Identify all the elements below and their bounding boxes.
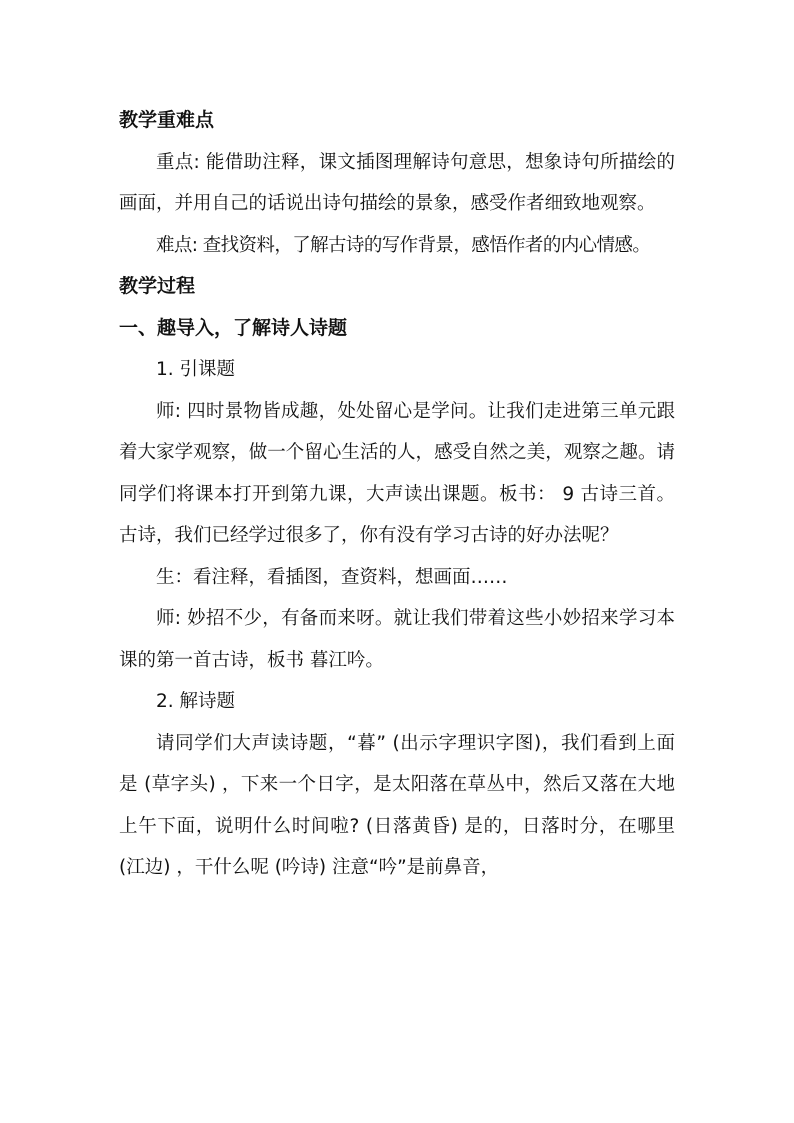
step1-title: 1. 引课题 (156, 359, 236, 380)
process-heading: 教学过程 (119, 275, 196, 297)
part1-heading: 一、趣导入，了解诗人诗题 (119, 316, 348, 339)
teacher-paragraph-2: 师: 妙招不少，有备而来呀。就让我们带着这些小妙招来学习本课的第一首古诗，板书 暮江吟。 (119, 608, 675, 671)
difficulty-paragraph: 难点: 查找资料，了解古诗的写作背景，感悟作者的内心情感。 (156, 234, 651, 256)
explain-paragraph: 请同学们大声读诗题，“暮” (出示字理识字图)，我们看到上面是 (草字头) ，下来一个日字，是太阳落在草丛中，然后又落在大地上午下面，说明什么时间啦? (日落黄昏) 是的，日落时分，在哪里 (江边) ，干什么呢 (吟诗) 注意“吟”是前鼻音， (119, 732, 675, 878)
key-points-heading: 教学重难点 (119, 109, 215, 131)
student-paragraph: 生：看注释，看插图，查资料，想画面…… (156, 566, 508, 588)
teacher-paragraph-1: 师: 四时景物皆成趣，处处留心是学问。让我们走进第三单元跟着大家学观察，做一个留心生活的人，感受自然之美，观察之趣。请同学们将课本打开到第九课，大声读出课题。板书： 9 古诗三首。古诗，我们已经学过很多了，你有没有学习古诗的好办法呢？ (119, 400, 675, 546)
document-body (119, 100, 675, 889)
step2-title: 2. 解诗题 (156, 691, 236, 712)
key-point-paragraph: 重点: 能借助注释，课文插图理解诗句意思，想象诗句所描绘的画面，并用自己的话说出诗句描绘的景象，感受作者细致地观察。 (119, 151, 675, 214)
